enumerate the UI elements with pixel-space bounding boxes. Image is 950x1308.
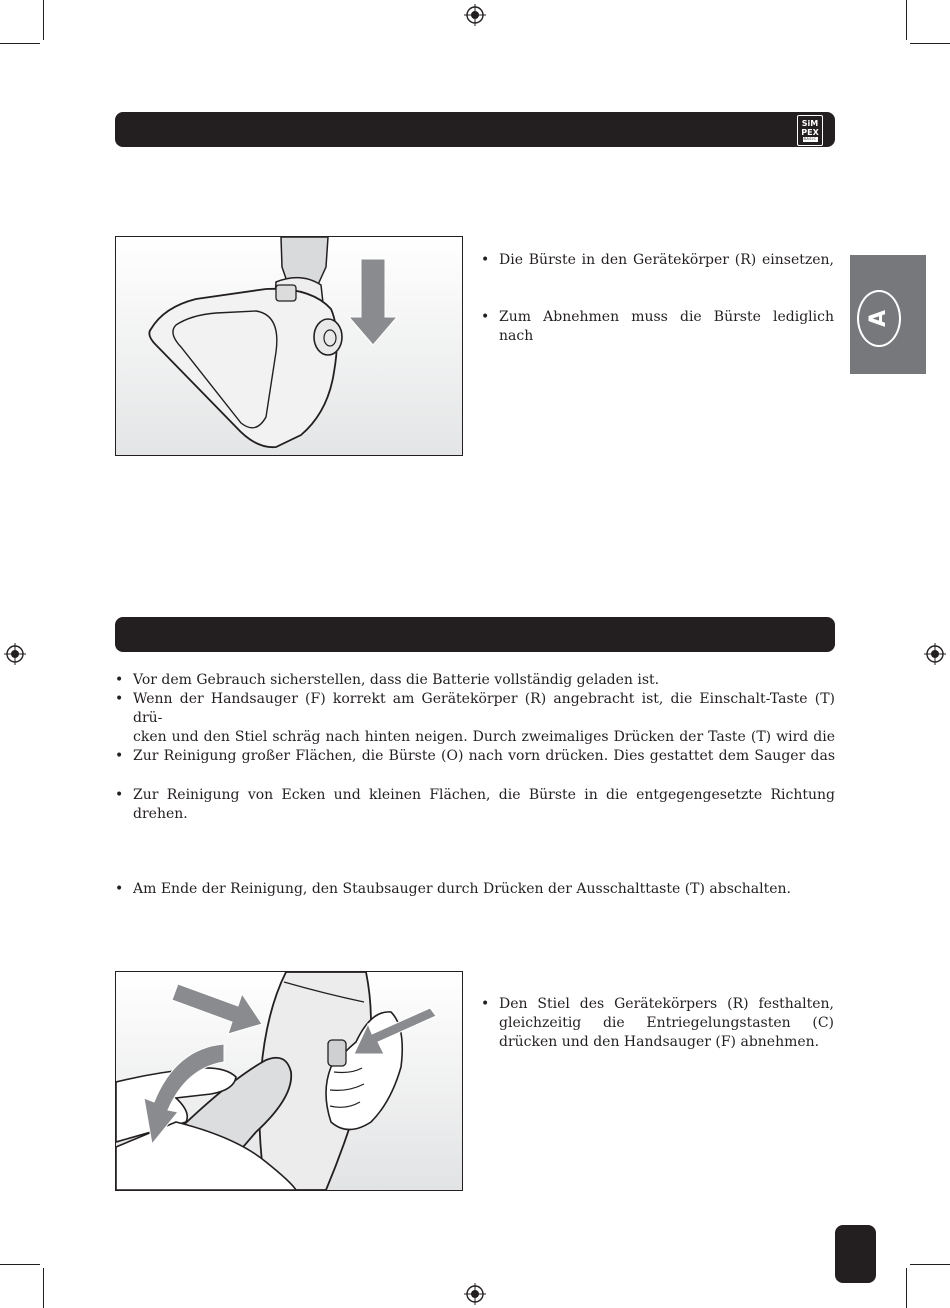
crop-mark <box>0 43 40 44</box>
list-item: • Zum Abnehmen muss die Bürste lediglich nach <box>481 308 834 346</box>
crop-mark <box>43 0 44 40</box>
usage-instructions <box>115 880 835 899</box>
registration-mark-icon <box>464 1283 486 1305</box>
registration-mark-icon <box>4 643 26 665</box>
language-tab-circle <box>857 290 901 347</box>
crop-mark <box>43 1268 44 1308</box>
brush-instructions <box>481 251 834 270</box>
usage-instructions <box>115 671 835 690</box>
section-header-bar <box>115 112 835 147</box>
usage-instructions <box>115 690 835 747</box>
brush-attach-illustration <box>115 236 463 456</box>
list-item: • Wenn der Handsauger (F) korrekt am Gerätekörper (R) angebracht ist, die Einschalt-Taste (T) drü- cken und den Stiel schräg nach hinten neigen. Durch zweimaliges Drücken der Taste (T) wird die <box>115 690 835 747</box>
simpex-basic-logo: SiM PEX BASIC <box>797 115 823 146</box>
crop-mark <box>910 43 950 44</box>
list-item: • Den Stiel des Gerätekörpers (R) festhalten, gleichzeitig die Entriegelungstasten (C) drücken und den Handsauger (F) abnehmen. <box>481 995 834 1052</box>
language-tab <box>850 255 926 374</box>
registration-mark-icon <box>464 4 486 26</box>
page-number-box <box>835 1225 876 1283</box>
list-item: • Am Ende der Reinigung, den Staubsauger durch Drücken der Ausschalttaste (T) abschalten. <box>115 880 835 899</box>
handheld-removal-illustration <box>115 971 463 1191</box>
crop-mark <box>906 1268 907 1308</box>
language-letter: A <box>866 309 892 328</box>
list-item: • Zur Reinigung von Ecken und kleinen Flächen, die Bürste in die entgegengesetzte Richtung drehen. <box>115 786 835 824</box>
registration-mark-icon <box>924 643 946 665</box>
crop-mark <box>906 0 907 40</box>
usage-instructions <box>115 786 835 824</box>
brush-instructions <box>481 308 834 346</box>
section-header-bar <box>115 617 835 652</box>
list-item: • Zur Reinigung großer Flächen, die Bürste (O) nach vorn drücken. Dies gestattet dem Sauger das <box>115 747 835 766</box>
usage-instructions <box>115 747 835 766</box>
list-item: • Vor dem Gebrauch sicherstellen, dass die Batterie vollständig geladen ist. <box>115 671 835 690</box>
crop-mark <box>910 1264 950 1265</box>
handheld-instructions <box>481 995 834 1052</box>
crop-mark <box>0 1264 40 1265</box>
list-item: • Die Bürste in den Gerätekörper (R) einsetzen, <box>481 251 834 270</box>
